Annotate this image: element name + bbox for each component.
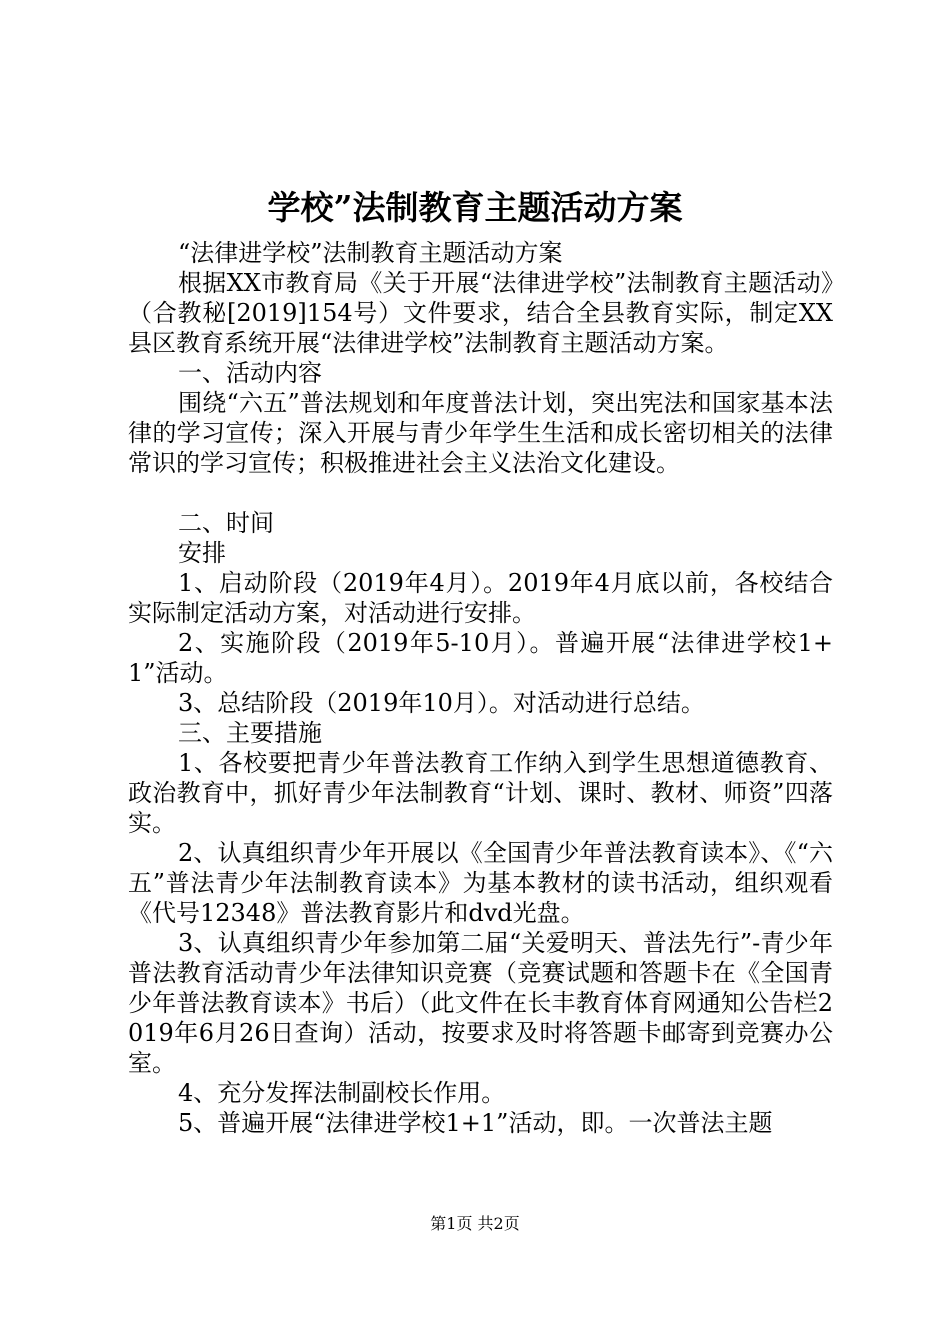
- document-body: [128, 238, 833, 1138]
- section-heading-content: 一、活动内容: [178, 359, 322, 387]
- paragraph-measure-4: 4、充分发挥法制副校长作用。: [178, 1079, 506, 1107]
- paragraph-intro: 根据XX市教育局《关于开展“法律进学校”法制教育主题活动》（合教秘[2019]154号）文件要求，结合全县教育实际，制定XX县区教育系统开展“法律进学校”法制教育主题活动方案。: [128, 269, 833, 357]
- paragraph-subtitle: “法律进学校”法制教育主题活动方案: [178, 239, 563, 267]
- section-heading-time: 二、时间: [178, 509, 274, 537]
- section-heading-measures: 三、主要措施: [178, 719, 322, 747]
- document-title: 学校”法制教育主题活动方案: [267, 188, 683, 227]
- paragraph-stage-1: 1、启动阶段（2019年4月）。2019年4月底以前，各校结合实际制定活动方案，对活动进行安排。: [128, 569, 833, 627]
- paragraph-content: 围绕“六五”普法规划和年度普法计划，突出宪法和国家基本法律的学习宣传；深入开展与青少年学生生活和成长密切相关的法律常识的学习宣传；积极推进社会主义法治文化建设。: [128, 389, 833, 477]
- paragraph-stage-3: 3、总结阶段（2019年10月）。对活动进行总结。: [178, 689, 705, 717]
- paragraph-measure-2: 2、认真组织青少年开展以《全国青少年普法教育读本》、《“六五”普法青少年法制教育读本》为基本教材的读书活动，组织观看《代号12348》普法教育影片和dvd光盘。: [128, 839, 833, 927]
- page-footer: 第1页 共2页: [430, 1214, 520, 1233]
- paragraph-arrangement: 安排: [178, 539, 226, 567]
- paragraph-measure-3: 3、认真组织青少年参加第二届“关爱明天、普法先行”-青少年普法教育活动青少年法律知识竞赛（竞赛试题和答题卡在《全国青少年普法教育读本》书后）（此文件在长丰教育体育网通知公告栏2019年6月26日查询）活动，按要求及时将答题卡邮寄到竞赛办公室。: [128, 929, 833, 1077]
- paragraph-measure-1: 1、各校要把青少年普法教育工作纳入到学生思想道德教育、政治教育中，抓好青少年法制教育“计划、课时、教材、师资”四落实。: [128, 749, 833, 837]
- paragraph-measure-5: 5、普遍开展“法律进学校1+1”活动，即。一次普法主题: [178, 1109, 773, 1137]
- paragraph-stage-2: 2、实施阶段（2019年5-10月）。普遍开展“法律进学校1+1”活动。: [128, 629, 833, 687]
